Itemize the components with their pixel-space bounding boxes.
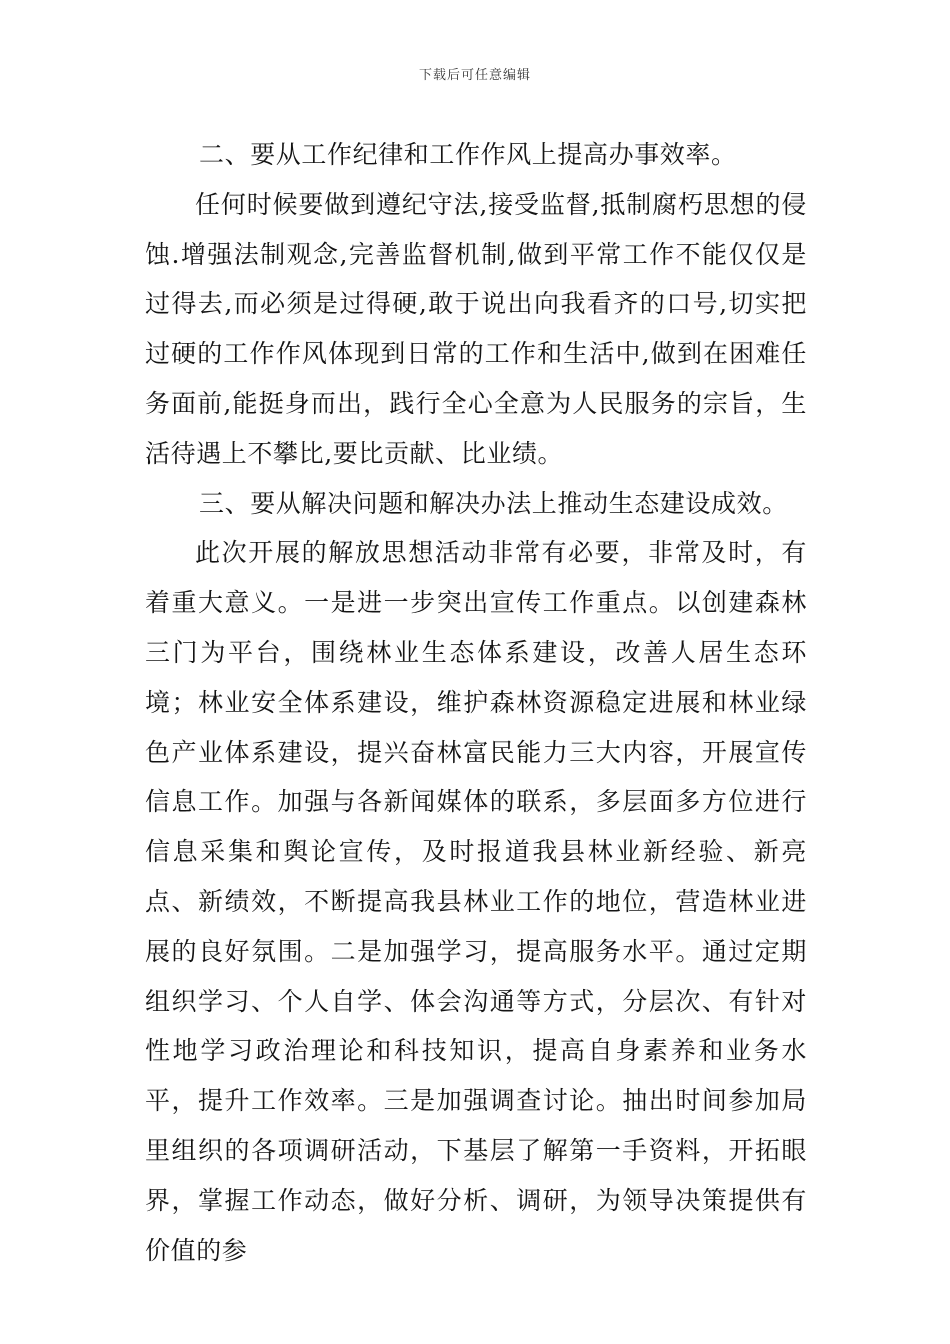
section-paragraph-2: 任何时候要做到遵纪守法,接受监督,抵制腐朽思想的侵蚀.增强法制观念,完善监督机制,做到平常工作不能仅仅是过得去,而必须是过得硬,敢于说出向我看齐的口号,切实把过硬的工作作风体现到日常的工作和生活中,做到在困难任务面前,能挺身而出，践行全心全意为人民服务的宗旨，生活待遇上不攀比,要比贡献、比业绩。 [145, 189, 807, 468]
section-heading-2: 二、要从工作纪律和工作作风上提高办事效率。 [199, 140, 737, 169]
document-body [145, 130, 807, 1275]
section-heading-3: 三、要从解决问题和解决办法上推动生态建设成效。 [199, 488, 788, 518]
page-header: 下载后可任意编辑 [418, 68, 531, 83]
section-paragraph-3: 此次开展的解放思想活动非常有必要，非常及时，有着重大意义。一是进一步突出宣传工作重点。以创建森林三门为平台，围绕林业生态体系建设，改善人居生态环境；林业安全体系建设，维护森林资源稳定进展和林业绿色产业体系建设，提兴奋林富民能力三大内容，开展宣传信息工作。加强与各新闻媒体的联系，多层面多方位进行信息采集和舆论宣传，及时报道我县林业新经验、新亮点、新绩效，不断提高我县林业工作的地位，营造林业进展的良好氛围。二是加强学习，提高服务水平。通过定期组织学习、个人自学、体会沟通等方式，分层次、有针对性地学习政治理论和科技知识，提高自身素养和业务水平，提升工作效率。三是加强调查讨论。抽出时间参加局里组织的各项调研活动，下基层了解第一手资料，开拓眼界，掌握工作动态，做好分析、调研，为领导决策提供有价值的参 [145, 538, 807, 1265]
